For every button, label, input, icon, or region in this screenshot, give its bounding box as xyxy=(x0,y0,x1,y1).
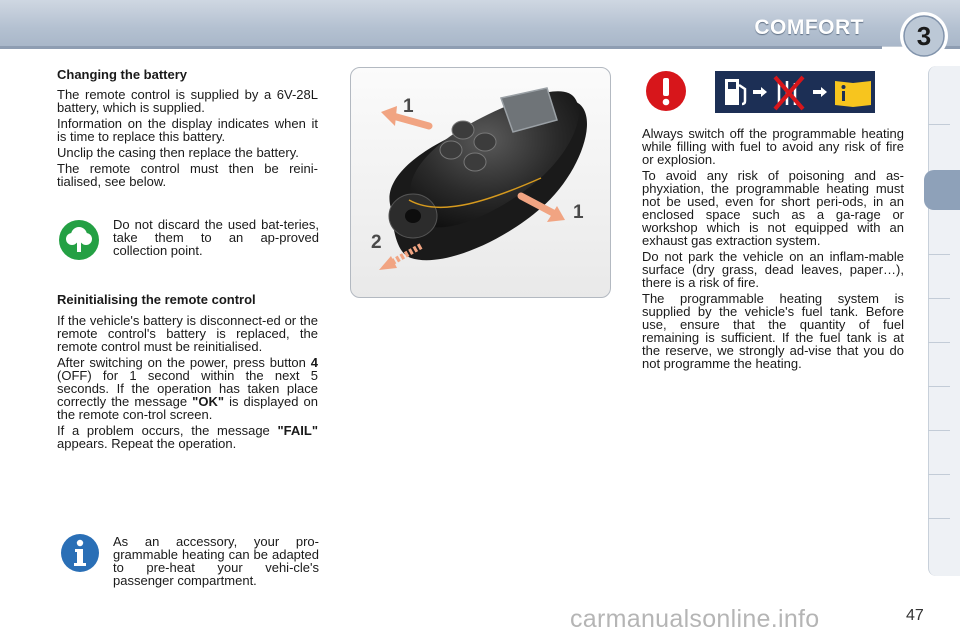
page-number: 47 xyxy=(906,607,924,624)
chapter-number: 3 xyxy=(916,21,932,51)
reinit-paragraph xyxy=(57,424,318,450)
tab-divider xyxy=(928,254,950,255)
text-run: appears. Repeat the operation. xyxy=(57,436,237,451)
environment-note: Do not discard the used bat-teries, take them to an ap-proved collection point. xyxy=(113,217,319,258)
open-arrow xyxy=(381,106,397,126)
warning-paragraph: Always switch off the programmable heating while filling with fuel to avoid any risk of fire or explosion. xyxy=(642,126,904,167)
tab-divider xyxy=(928,518,950,519)
watermark: carmanualsonline.info xyxy=(570,605,820,633)
safety-pictogram-strip xyxy=(715,71,875,113)
header-rule xyxy=(0,46,960,49)
warning-paragraph: The programmable heating system is supplied by the vehicle's fuel tank. Before use, ensure that the quantity of fuel remaining is sufficient. If the fuel tank is at the reserve, we strongly ad-vise that you do not programme the heating. xyxy=(642,291,904,371)
remote-button xyxy=(474,133,496,151)
ok-message: "OK" xyxy=(192,394,224,409)
warning-section xyxy=(642,127,904,373)
warning-icon xyxy=(645,70,687,112)
chapter-title: COMFORT xyxy=(754,16,864,39)
remote-button xyxy=(452,121,474,139)
remote-button xyxy=(440,141,462,159)
fail-message: "FAIL" xyxy=(277,423,318,438)
tab-divider xyxy=(928,124,950,125)
battery-paragraph: Information on the display indicates when it is time to replace this battery. xyxy=(57,116,318,144)
text-run: After switching on the power, press button xyxy=(57,355,311,370)
warning-paragraph: Do not park the vehicle on an inflam-mable surface (dry grass, dead leaves, paper…), there is a risk of fire. xyxy=(642,249,904,290)
read-manual-icon xyxy=(835,81,871,107)
battery-paragraph: Unclip the casing then replace the battery. xyxy=(57,145,299,160)
callout-1: 1 xyxy=(573,202,584,223)
battery-heading: Changing the battery xyxy=(57,67,188,82)
reinit-paragraph xyxy=(57,356,318,421)
remote-control-illustration xyxy=(351,68,611,298)
info-icon xyxy=(60,533,100,573)
warning-paragraph: To avoid any risk of poisoning and as-phyxiation, the programmable heating must not be used, even for short peri-ods, in an enclosed space such as a ga-rage or workshop which is not equipped with an exhaust gas extraction system. xyxy=(642,168,904,248)
reinit-section xyxy=(57,293,318,453)
tab-divider xyxy=(928,474,950,475)
battery-section xyxy=(57,68,318,191)
recycle-tree-icon xyxy=(58,219,100,261)
tab-divider xyxy=(928,298,950,299)
callout-2: 2 xyxy=(371,232,382,253)
reinit-heading: Reinitialising the remote control xyxy=(57,292,256,307)
info-note: As an accessory, your pro-grammable heating can be adapted to pre-heat your vehi-cle's passenger compartment. xyxy=(113,534,319,588)
active-chapter-tab[interactable] xyxy=(924,170,960,210)
chapter-tab-strip xyxy=(928,66,960,576)
tab-divider xyxy=(928,386,950,387)
callout-1: 1 xyxy=(403,96,414,117)
battery-paragraph: The remote control is supplied by a 6V-28L battery, which is supplied. xyxy=(57,87,318,115)
button-number: 4 xyxy=(310,355,318,370)
text-run: (OFF) for 1 second within the next 5 seconds. If the operation has taken place correctly the message xyxy=(57,368,318,409)
tab-divider xyxy=(928,430,950,431)
remote-button xyxy=(464,153,486,171)
text-run: If a problem occurs, the message xyxy=(57,423,278,438)
battery-paragraph: The remote control must then be reini-tialised, see below. xyxy=(57,161,318,189)
text-run: is displayed on the remote con-trol screen. xyxy=(57,394,318,422)
tab-divider xyxy=(928,342,950,343)
reinit-paragraph: If the vehicle's battery is disconnect-ed or the remote control's battery is replaced, the remote control must be reinitialised. xyxy=(57,313,318,354)
chapter-badge xyxy=(882,8,954,64)
remote-control-figure xyxy=(350,67,611,298)
slide-arrow xyxy=(379,256,397,270)
